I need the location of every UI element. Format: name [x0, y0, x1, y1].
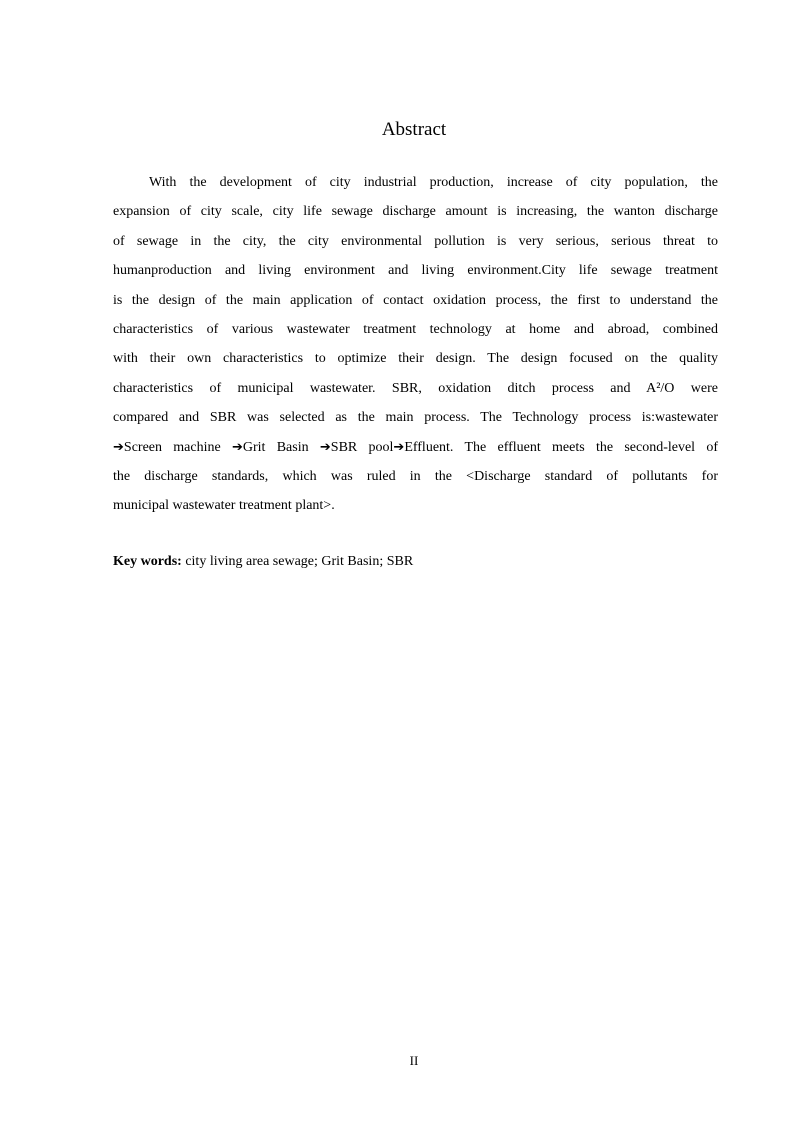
right-arrow-icon: ➔ [231, 439, 243, 455]
keywords-line [113, 552, 413, 572]
right-arrow-icon: ➔ [319, 439, 331, 455]
process-flow-line [113, 433, 718, 462]
flow-step: Screen machine [123, 439, 221, 455]
flow-step: SBR pool [330, 439, 394, 455]
flow-step: Grit Basin [242, 439, 309, 455]
abstract-line: expansion of city scale, city life sewage discharge amount is increasing, the wanton discharge [113, 204, 718, 220]
right-arrow-icon: ➔ [113, 439, 124, 455]
abstract-line: humanproduction and living environment and living environment.City life sewage treatment [113, 263, 718, 279]
keywords-text: city living area sewage; Grit Basin; SBR [185, 554, 414, 569]
page-number: II [409, 1053, 419, 1068]
abstract-line: municipal wastewater treatment plant>. [113, 498, 335, 514]
flow-trailing-text: The effluent meets the second-level of [464, 439, 719, 455]
abstract-line: With the development of city industrial production, increase of city population, the [149, 175, 718, 190]
right-arrow-icon: ➔ [393, 439, 405, 455]
keywords-label: Key words: [113, 554, 182, 569]
abstract-body [113, 168, 718, 521]
flow-step: Effluent. [404, 439, 454, 455]
abstract-title: Abstract [381, 119, 447, 140]
abstract-line: with their own characteristics to optimize their design. The design focused on the quality [113, 351, 718, 367]
abstract-line: compared and SBR was selected as the main process. The Technology process is:wastewater [113, 410, 718, 426]
abstract-line: characteristics of various wastewater treatment technology at home and abroad, combined [113, 321, 718, 337]
abstract-line: characteristics of municipal wastewater. SBR, oxidation ditch process and A²/O were [113, 380, 718, 396]
abstract-line: is the design of the main application of contact oxidation process, the first to understand the [113, 292, 718, 308]
abstract-line: of sewage in the city, the city environmental pollution is very serious, serious threat to [113, 233, 718, 249]
abstract-line: the discharge standards, which was ruled in the <Discharge standard of pollutants for [113, 468, 718, 484]
